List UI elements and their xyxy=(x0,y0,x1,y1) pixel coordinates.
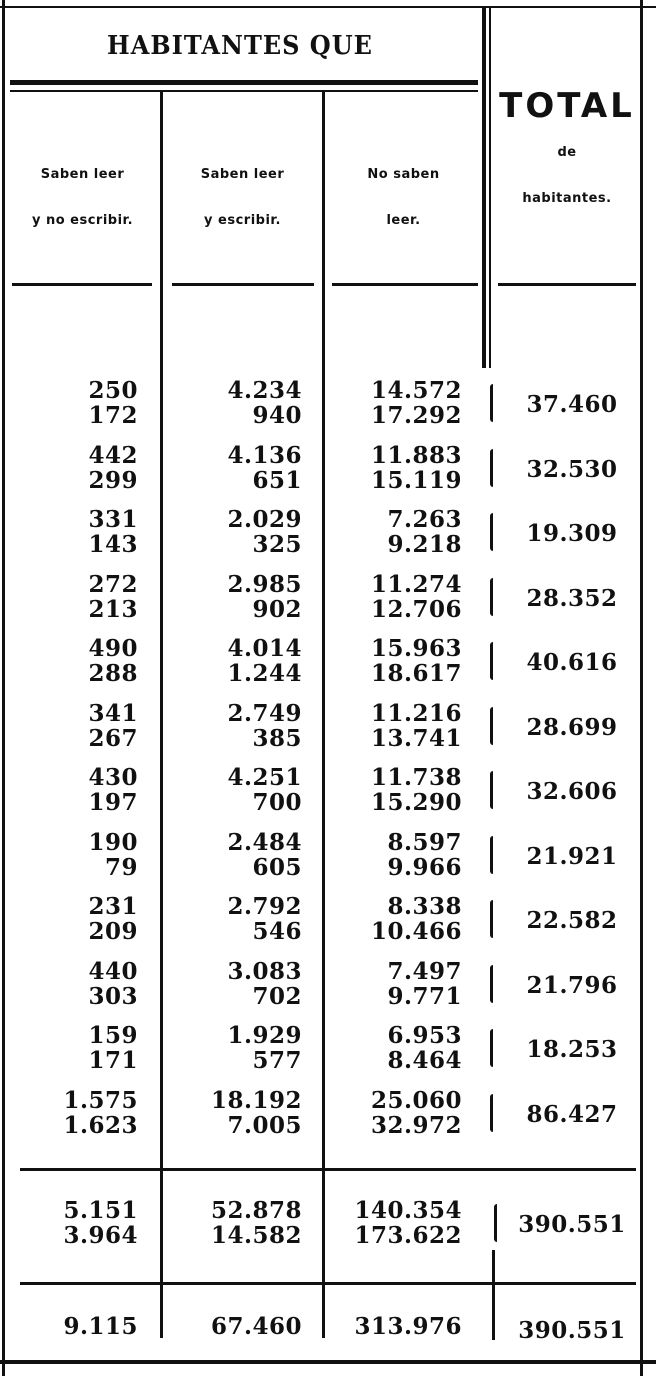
row-4-brace xyxy=(490,578,496,616)
row-9-brace xyxy=(490,900,496,938)
row-5-brace xyxy=(490,642,496,680)
row-11-brace xyxy=(490,1029,496,1067)
subtotal-c2: 52.878 14.582 xyxy=(210,1197,302,1249)
col2-divider xyxy=(322,92,325,1338)
row-7-c2: 4.251 700 xyxy=(227,764,302,816)
colhead-rule-4 xyxy=(498,283,636,286)
row-7-total: 32.606 xyxy=(526,778,618,805)
colhead-rule-2 xyxy=(172,283,314,286)
row-3-c3: 7.263 9.218 xyxy=(387,506,462,558)
row-8-c1: 190 79 xyxy=(88,829,138,881)
row-1-c1: 250 172 xyxy=(88,377,138,429)
total-sub-de: de xyxy=(557,145,577,160)
row-2-c1: 442 299 xyxy=(88,442,138,494)
col3-heading-2: leer. xyxy=(386,213,421,228)
row-1-total: 37.460 xyxy=(526,391,618,418)
col1-heading-1: Saben leer xyxy=(40,167,125,182)
table-title: HABITANTES QUE xyxy=(107,28,373,61)
row-3-c1: 331 143 xyxy=(88,506,138,558)
row-2-total: 32.530 xyxy=(526,456,618,483)
total-divider xyxy=(482,8,486,368)
row-1-c3: 14.572 17.292 xyxy=(370,377,462,429)
row-8-brace xyxy=(490,836,496,874)
header-rule-thin xyxy=(10,90,478,92)
row-3-total: 19.309 xyxy=(526,520,618,547)
row-4-c1: 272 213 xyxy=(88,571,138,623)
row-7-c1: 430 197 xyxy=(88,764,138,816)
col2-heading-1: Saben leer xyxy=(200,167,285,182)
colhead-rule-3 xyxy=(332,283,478,286)
col1-divider xyxy=(160,92,163,1338)
row-12-c1: 1.575 1.623 xyxy=(63,1087,138,1139)
row-6-brace xyxy=(490,707,496,745)
row-6-c2: 2.749 385 xyxy=(227,700,302,752)
row-9-total: 22.582 xyxy=(526,907,618,934)
grand-c1: 9.115 xyxy=(63,1313,138,1340)
row-12-brace xyxy=(490,1094,496,1132)
row-6-c1: 341 267 xyxy=(88,700,138,752)
row-4-c2: 2.985 902 xyxy=(227,571,302,623)
grand-c2: 67.460 xyxy=(210,1313,302,1340)
row-9-c1: 231 209 xyxy=(88,893,138,945)
row-6-c3: 11.216 13.741 xyxy=(370,700,462,752)
row-6-total: 28.699 xyxy=(526,714,618,741)
top-rule xyxy=(0,6,656,8)
subtotal-c3: 140.354 173.622 xyxy=(354,1197,462,1249)
total-divider-2 xyxy=(489,8,491,368)
row-11-c2: 1.929 577 xyxy=(227,1022,302,1074)
col1-heading-2: y no escribir. xyxy=(31,213,134,228)
col2-heading-2: y escribir. xyxy=(204,213,281,228)
row-8-c2: 2.484 605 xyxy=(227,829,302,881)
row-10-c2: 3.083 702 xyxy=(227,958,302,1010)
row-1-c2: 4.234 940 xyxy=(227,377,302,429)
row-8-total: 21.921 xyxy=(526,843,618,870)
row-11-c1: 159 171 xyxy=(88,1022,138,1074)
row-5-c2: 4.014 1.244 xyxy=(227,635,302,687)
grand-c3: 313.976 xyxy=(354,1313,462,1340)
subtotal-total: 390.551 xyxy=(518,1211,626,1238)
subtotal-c1: 5.151 3.964 xyxy=(63,1197,138,1249)
header-rule xyxy=(10,80,478,85)
row-10-c3: 7.497 9.771 xyxy=(387,958,462,1010)
total-heading: TOTAL xyxy=(499,86,635,126)
row-3-brace xyxy=(490,513,496,551)
col3-heading-1: No saben xyxy=(367,167,440,182)
row-10-brace xyxy=(490,965,496,1003)
row-5-c1: 490 288 xyxy=(88,635,138,687)
row-8-c3: 8.597 9.966 xyxy=(387,829,462,881)
grandtotal-rule xyxy=(20,1282,636,1285)
row-2-brace xyxy=(490,449,496,487)
row-1-brace xyxy=(490,384,496,422)
grand-total: 390.551 xyxy=(518,1317,626,1344)
row-9-c3: 8.338 10.466 xyxy=(370,893,462,945)
row-12-c2: 18.192 7.005 xyxy=(210,1087,302,1139)
colhead-rule-1 xyxy=(12,283,152,286)
row-3-c2: 2.029 325 xyxy=(227,506,302,558)
row-2-c3: 11.883 15.119 xyxy=(370,442,462,494)
row-7-c3: 11.738 15.290 xyxy=(370,764,462,816)
row-12-total: 86.427 xyxy=(526,1101,618,1128)
row-5-c3: 15.963 18.617 xyxy=(370,635,462,687)
row-9-c2: 2.792 546 xyxy=(227,893,302,945)
row-5-total: 40.616 xyxy=(526,649,618,676)
bottom-rule xyxy=(0,1360,656,1364)
total-divider-lower xyxy=(492,1250,495,1340)
row-11-total: 18.253 xyxy=(526,1036,618,1063)
total-sub-habitantes: habitantes. xyxy=(522,191,612,206)
row-10-c1: 440 303 xyxy=(88,958,138,1010)
row-10-total: 21.796 xyxy=(526,972,618,999)
row-2-c2: 4.136 651 xyxy=(227,442,302,494)
row-7-brace xyxy=(490,771,496,809)
row-4-c3: 11.274 12.706 xyxy=(370,571,462,623)
row-11-c3: 6.953 8.464 xyxy=(387,1022,462,1074)
subtotal-rule xyxy=(20,1168,636,1171)
row-12-c3: 25.060 32.972 xyxy=(370,1087,462,1139)
row-4-total: 28.352 xyxy=(526,585,618,612)
